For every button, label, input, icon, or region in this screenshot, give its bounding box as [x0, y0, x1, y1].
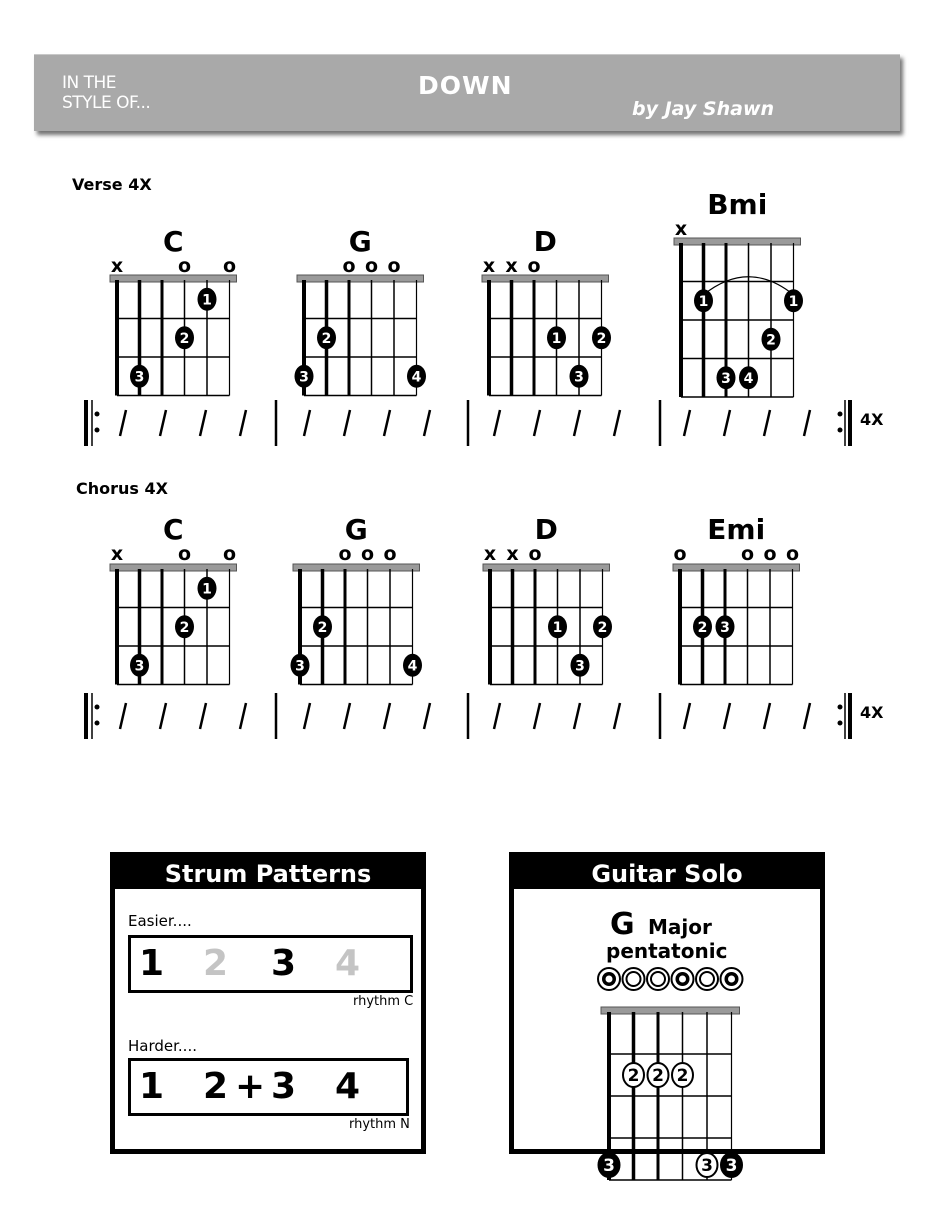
chord-diagram-g — [295, 225, 427, 396]
finger-number: 2 — [697, 619, 708, 636]
solo-scale-type: pentatonic — [606, 939, 728, 963]
chord-diagram-c — [110, 513, 237, 685]
open-string-marker: o — [222, 543, 237, 565]
strum-slash — [804, 410, 810, 436]
finger-number: 4 — [407, 658, 418, 675]
muted-string-marker: x — [483, 543, 497, 565]
finger-number: 1 — [551, 330, 562, 347]
finger-number: 2 — [766, 332, 776, 349]
muted-string-marker: x — [674, 218, 688, 240]
verse-label: Verse 4X — [72, 175, 152, 194]
guitar-solo-title: Guitar Solo — [514, 857, 820, 889]
strum-slash — [534, 703, 540, 729]
chord-diagram-d — [482, 225, 611, 396]
easier-rhythm-box — [128, 935, 413, 993]
chorus-repeat-count: 4X — [860, 703, 884, 722]
strum-slash — [240, 410, 246, 436]
harder-beat-3: 3 — [271, 1066, 297, 1107]
strum-slash — [384, 410, 390, 436]
strum-slash — [240, 703, 246, 729]
easier-label: Easier.... — [128, 912, 192, 930]
open-string-marker: o — [763, 543, 777, 565]
strum-slash — [764, 703, 770, 729]
open-string-marker: o — [785, 543, 800, 565]
finger-number: 1 — [698, 293, 709, 310]
scale-note-fret: 3 — [725, 1156, 738, 1176]
strum-slash — [494, 410, 500, 436]
strum-patterns-box — [110, 852, 426, 1154]
strum-slash — [384, 703, 390, 729]
easier-beat-4: 4 — [335, 943, 361, 984]
open-string-marker: o — [342, 255, 356, 277]
open-string-marker: o — [673, 543, 687, 565]
strum-slash — [764, 410, 770, 436]
finger-number: 1 — [788, 293, 799, 310]
open-string-marker: o — [383, 543, 397, 565]
finger-number: 3 — [134, 369, 145, 386]
artist-name: by Jay Shawn — [632, 98, 775, 120]
finger-number: 2 — [596, 330, 607, 347]
open-note-ring — [651, 972, 665, 986]
harder-beat-4: 4 — [335, 1066, 361, 1107]
guitar-solo-box — [509, 852, 825, 1176]
strum-slash — [200, 410, 206, 436]
strum-slash — [200, 703, 206, 729]
chord-nut — [110, 275, 237, 282]
muted-string-marker: x — [482, 255, 496, 277]
chord-name: D — [534, 513, 558, 546]
solo-scale-word: Major — [648, 915, 712, 939]
open-string-marker: o — [387, 255, 401, 277]
scale-note-fret: 3 — [603, 1156, 615, 1176]
strum-slash — [424, 410, 430, 436]
strum-patterns-title: Strum Patterns — [115, 857, 421, 889]
scale-note-fret: 3 — [701, 1156, 713, 1176]
scale-note-fret: 2 — [652, 1066, 664, 1086]
strum-slash — [120, 703, 126, 729]
chord-nut — [674, 238, 801, 245]
easier-rhythm-name: rhythm C — [353, 994, 414, 1009]
open-string-marker: o — [338, 543, 352, 565]
open-string-marker: o — [177, 543, 192, 565]
root-note-center — [606, 976, 613, 983]
open-note-ring — [627, 972, 641, 986]
repeat-dot — [95, 721, 100, 726]
open-string-marker: o — [222, 255, 237, 277]
finger-number: 3 — [721, 370, 731, 387]
muted-string-marker: x — [505, 255, 518, 277]
chord-nut — [110, 564, 237, 571]
open-string-marker: o — [360, 543, 375, 565]
open-string-marker: o — [527, 255, 541, 277]
song-title: DOWN — [418, 71, 513, 100]
repeat-dot — [838, 412, 843, 417]
chord-nut — [483, 564, 610, 571]
finger-number: 1 — [552, 619, 563, 636]
finger-number: 2 — [179, 330, 190, 347]
chord-name: C — [162, 513, 184, 546]
strum-slash — [344, 703, 350, 729]
repeat-dot — [95, 412, 100, 417]
chord-nut — [297, 275, 424, 282]
repeat-dot — [838, 428, 843, 433]
muted-string-marker: x — [506, 543, 519, 565]
chord-nut — [673, 564, 800, 571]
easier-beat-1: 1 — [139, 943, 165, 984]
strum-slash — [614, 410, 620, 436]
harder-beat-and: + — [235, 1066, 266, 1107]
strum-slash — [724, 703, 730, 729]
strum-slash — [304, 703, 310, 729]
chord-diagram-g — [291, 513, 423, 685]
chord-name: C — [162, 225, 184, 258]
chord-name: G — [348, 225, 372, 258]
harder-label: Harder.... — [128, 1037, 197, 1055]
finger-number: 1 — [202, 292, 212, 309]
strum-slash — [160, 410, 166, 436]
strum-slash — [804, 703, 810, 729]
finger-number: 3 — [295, 658, 305, 675]
solo-key: G — [610, 907, 635, 942]
strum-slash — [684, 410, 690, 436]
finger-number: 2 — [597, 619, 608, 636]
chorus-label: Chorus 4X — [76, 479, 168, 498]
finger-number: 2 — [321, 330, 332, 347]
strum-slash — [724, 410, 730, 436]
root-note-center — [679, 976, 686, 983]
harder-beat-1: 1 — [139, 1066, 165, 1107]
chord-diagram-emi — [673, 513, 800, 685]
style-of-label: IN THE STYLE OF... — [62, 73, 151, 113]
root-note-center — [728, 976, 735, 983]
strum-slash — [304, 410, 310, 436]
finger-number: 1 — [202, 581, 212, 598]
chord-diagram-bmi — [674, 188, 803, 397]
strum-measure-row — [86, 400, 850, 446]
finger-number: 4 — [411, 369, 422, 386]
chord-name: G — [344, 513, 368, 546]
strum-measure-row — [86, 693, 850, 739]
chord-nut — [482, 275, 609, 282]
open-string-marker: o — [177, 255, 192, 277]
open-string-marker: o — [364, 255, 379, 277]
harder-rhythm-name: rhythm N — [349, 1117, 410, 1132]
chord-name: Emi — [707, 513, 766, 546]
finger-number: 2 — [179, 619, 190, 636]
strum-slash — [684, 703, 690, 729]
repeat-dot — [95, 428, 100, 433]
repeat-dot — [95, 705, 100, 710]
strum-slash — [574, 703, 580, 729]
repeat-dot — [838, 705, 843, 710]
finger-number: 3 — [575, 658, 585, 675]
finger-number: 3 — [574, 369, 584, 386]
strum-slash — [344, 410, 350, 436]
open-string-marker: o — [740, 543, 755, 565]
finger-number: 3 — [299, 369, 309, 386]
chord-diagram-c — [110, 225, 237, 396]
strum-slash — [574, 410, 580, 436]
chord-nut — [293, 564, 420, 571]
muted-string-marker: x — [110, 255, 124, 277]
muted-string-marker: x — [110, 543, 124, 565]
harder-beat-2: 2 — [203, 1066, 229, 1107]
strum-slash — [160, 703, 166, 729]
open-string-marker: o — [528, 543, 542, 565]
strum-slash — [534, 410, 540, 436]
finger-number: 3 — [720, 619, 730, 636]
verse-repeat-count: 4X — [860, 410, 884, 429]
solo-nut — [601, 1007, 740, 1014]
finger-number: 2 — [317, 619, 328, 636]
strum-slash — [120, 410, 126, 436]
chord-name: Bmi — [707, 188, 768, 221]
chord-diagram-d — [483, 513, 612, 685]
repeat-dot — [838, 721, 843, 726]
open-note-ring — [700, 972, 714, 986]
chord-name: D — [533, 225, 557, 258]
strum-slash — [494, 703, 500, 729]
finger-number: 3 — [134, 658, 145, 675]
scale-note-fret: 2 — [676, 1066, 689, 1086]
finger-number: 4 — [743, 370, 754, 387]
easier-beat-2: 2 — [203, 943, 229, 984]
scale-note-fret: 2 — [627, 1066, 640, 1086]
pentatonic-diagram — [514, 857, 820, 1176]
strum-slash — [614, 703, 620, 729]
strum-slash — [424, 703, 430, 729]
easier-beat-3: 3 — [271, 943, 297, 984]
harder-rhythm-box — [128, 1058, 409, 1116]
